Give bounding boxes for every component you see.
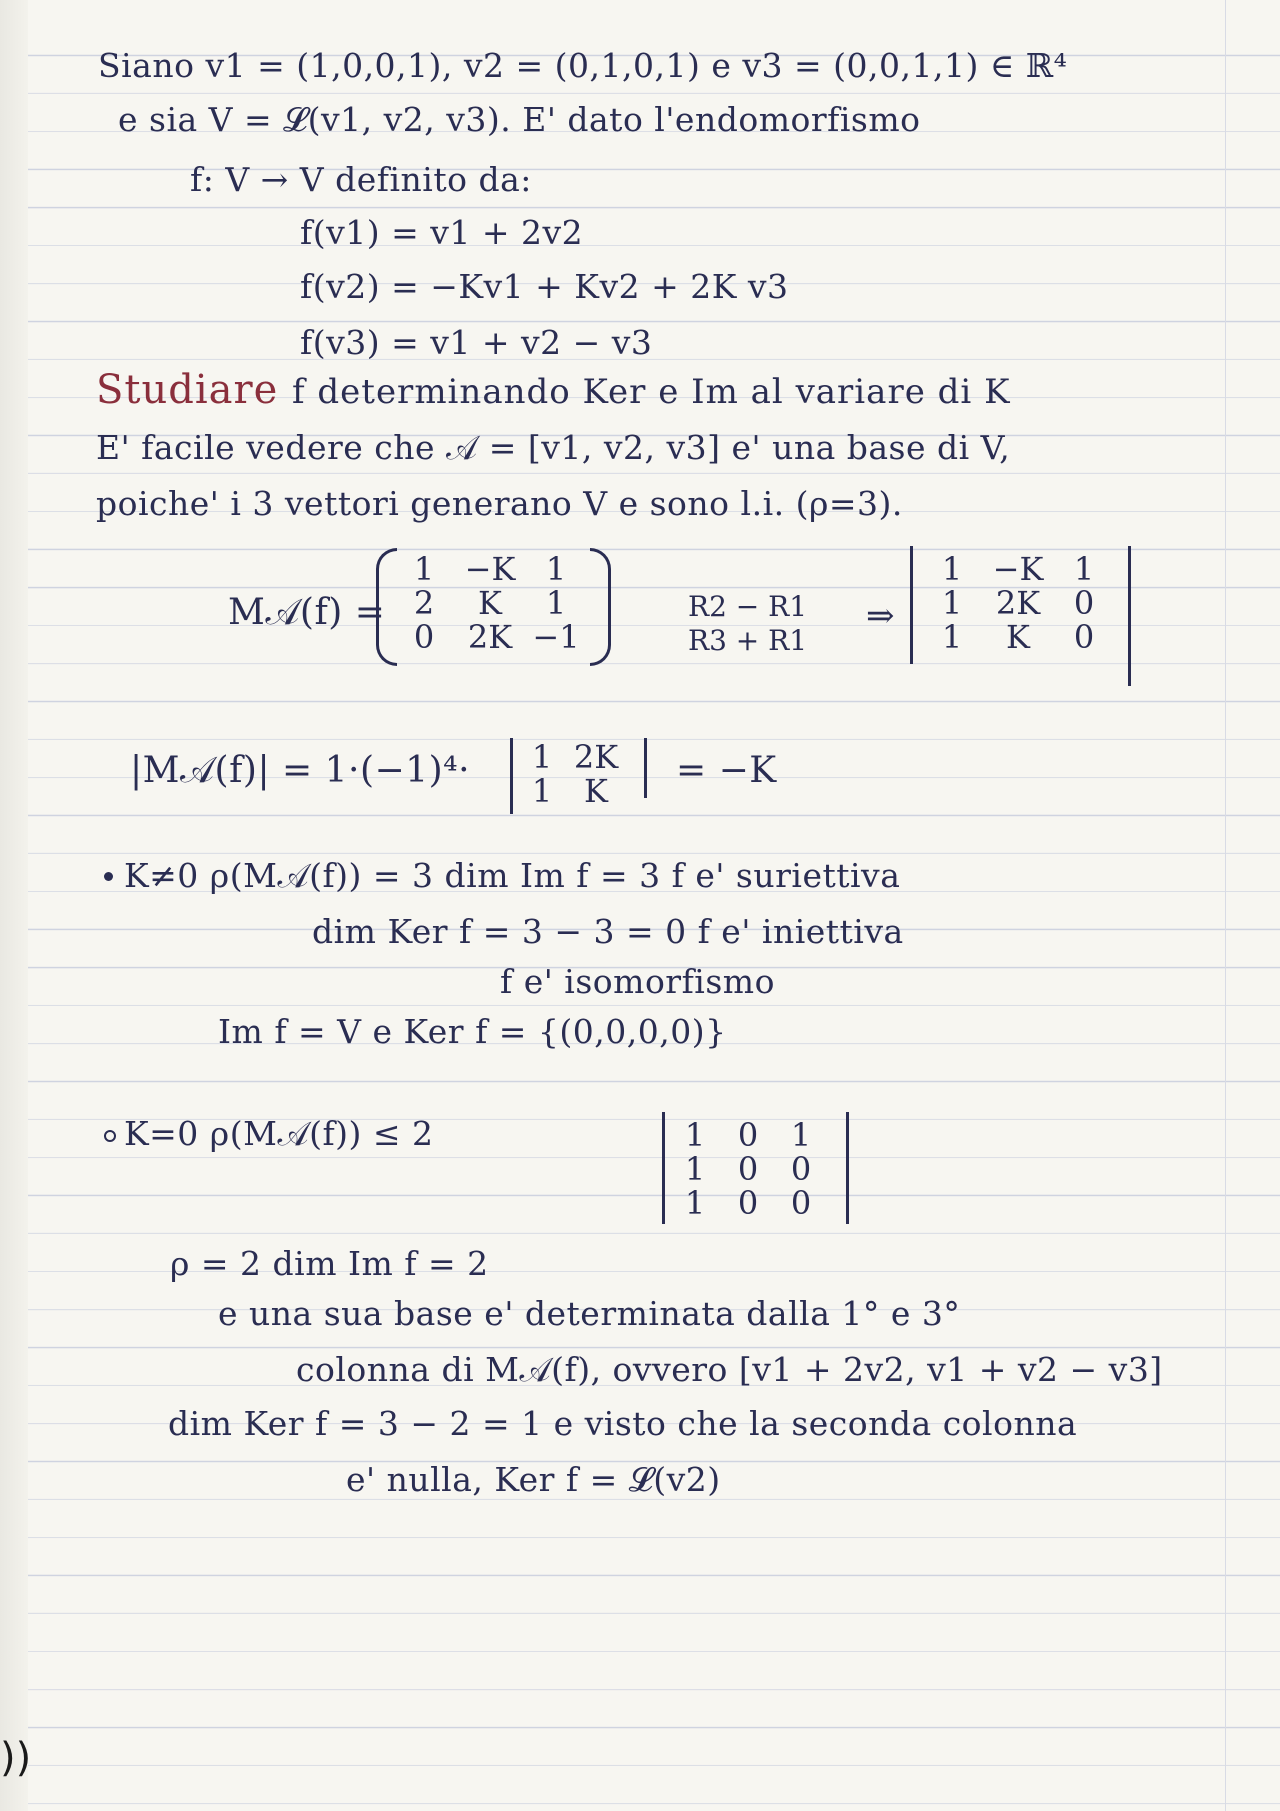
matrix-cell: 0	[790, 1150, 812, 1188]
case-k-zero-line-6: e' nulla, Ker f = 𝓛(v2)	[346, 1460, 721, 1499]
definition-f-v2: f(v2) = −Kv1 + Kv2 + 2K v3	[300, 267, 789, 306]
matrix-cell: K	[584, 772, 608, 810]
case-k-nonzero-line-1: K≠0 ρ(M𝒜(f)) = 3 dim Im f = 3 f e' suriettiva	[124, 856, 901, 895]
matrix-cell: 1	[941, 584, 963, 622]
minor-left-bar	[510, 738, 513, 814]
basis-line-1: E' facile vedere che 𝒜 = [v1, v2, v3] e' una base di V,	[96, 428, 1011, 467]
matrix-cell: 0	[737, 1184, 759, 1222]
matrix-m-a-f	[396, 552, 584, 654]
matrix-cell: 2	[413, 584, 435, 622]
determinant-lhs: |M𝒜(f)| = 1·(−1)⁴·	[130, 750, 471, 791]
matrix-left-paren	[376, 548, 397, 666]
case-k-zero-line-2: ρ = 2 dim Im f = 2	[170, 1244, 489, 1283]
case-k-nonzero-line-4: Im f = V e Ker f = {(0,0,0,0)}	[218, 1012, 727, 1051]
matrix-cell: 0	[790, 1184, 812, 1222]
case-k-nonzero-line-3: f e' isomorfismo	[500, 962, 775, 1001]
definition-f-v1: f(v1) = v1 + 2v2	[300, 213, 584, 252]
case-k-zero-line-3: e una sua base e' determinata dalla 1° e 3°	[218, 1294, 961, 1333]
matrix-cell: 1	[941, 550, 963, 588]
basis-line-2: poiche' i 3 vettori generano V e sono l.i. (ρ=3).	[96, 484, 903, 523]
matrix-cell: 1	[545, 584, 567, 622]
matrix-cell: 2K	[573, 738, 619, 776]
matrix-cell: 0	[1073, 584, 1095, 622]
matrix-cell: 2K	[467, 618, 513, 656]
implies-arrow: ⇒	[866, 596, 895, 636]
notebook-binding-edge	[0, 0, 32, 1811]
matrix-cell: 1	[790, 1116, 812, 1154]
row-op-2: R3 + R1	[688, 624, 808, 657]
matrix-cell: 0	[413, 618, 435, 656]
matrix-cell: K	[1006, 618, 1030, 656]
k0-matrix	[670, 1118, 826, 1220]
matrix-label: M𝒜(f) =	[228, 592, 386, 633]
statement-line-3: f: V → V definito da:	[190, 160, 532, 199]
matrix-cell: 1	[684, 1116, 706, 1154]
definition-f-v3: f(v3) = v1 + v2 − v3	[300, 323, 653, 362]
row-operations	[688, 590, 807, 658]
bullet-dot	[104, 872, 113, 881]
minor-right-bar	[644, 738, 647, 798]
bullet-circle	[104, 1130, 116, 1142]
matrix-cell: 1	[684, 1184, 706, 1222]
matrix-cell: −K	[992, 550, 1044, 588]
case-k-zero-line-1: K=0 ρ(M𝒜(f)) ≤ 2	[124, 1114, 434, 1153]
matrix-right-paren	[590, 548, 611, 666]
k0-matrix-left-bar	[662, 1112, 665, 1224]
matrix-cell: 1	[531, 772, 553, 810]
matrix-cell: 0	[737, 1116, 759, 1154]
matrix-cell: 1	[941, 618, 963, 656]
case-k-nonzero-line-2: dim Ker f = 3 − 3 = 0 f e' iniettiva	[312, 912, 904, 951]
matrix-cell: 0	[737, 1150, 759, 1188]
statement-line-2: e sia V = 𝓛(v1, v2, v3). E' dato l'endomorfismo	[118, 100, 921, 139]
matrix-cell: 1	[531, 738, 553, 776]
matrix-cell: 1	[545, 550, 567, 588]
case-k-zero-line-4: colonna di M𝒜(f), ovvero [v1 + 2v2, v1 + v2 − v3]	[296, 1350, 1163, 1389]
determinant-rhs: = −K	[676, 750, 777, 791]
matrix-cell: 1	[1073, 550, 1095, 588]
reduced-matrix	[924, 552, 1112, 654]
k0-matrix-right-bar	[846, 1112, 849, 1224]
row-op-1: R2 − R1	[688, 590, 808, 623]
minor-matrix	[520, 740, 628, 808]
matrix-cell: K	[478, 584, 502, 622]
reduced-left-bar	[910, 546, 913, 664]
matrix-cell: −1	[532, 618, 580, 656]
matrix-cell: 2K	[995, 584, 1041, 622]
matrix-cell: 1	[684, 1150, 706, 1188]
task-heading	[96, 367, 1010, 413]
case-k-zero-line-5: dim Ker f = 3 − 2 = 1 e visto che la seconda colonna	[168, 1404, 1078, 1443]
reduced-right-bar	[1128, 546, 1131, 686]
task-description: f determinando Ker e Im al variare di K	[292, 372, 1011, 412]
page-margin-line	[1225, 0, 1226, 1811]
statement-line-1: Siano v1 = (1,0,0,1), v2 = (0,1,0,1) e v3 = (0,0,1,1) ∈ ℝ⁴	[98, 46, 1068, 85]
task-title: Studiare	[96, 367, 279, 413]
matrix-cell: −K	[464, 550, 516, 588]
matrix-cell: 0	[1073, 618, 1095, 656]
matrix-cell: 1	[413, 550, 435, 588]
binding-mark: ))	[0, 1735, 32, 1781]
